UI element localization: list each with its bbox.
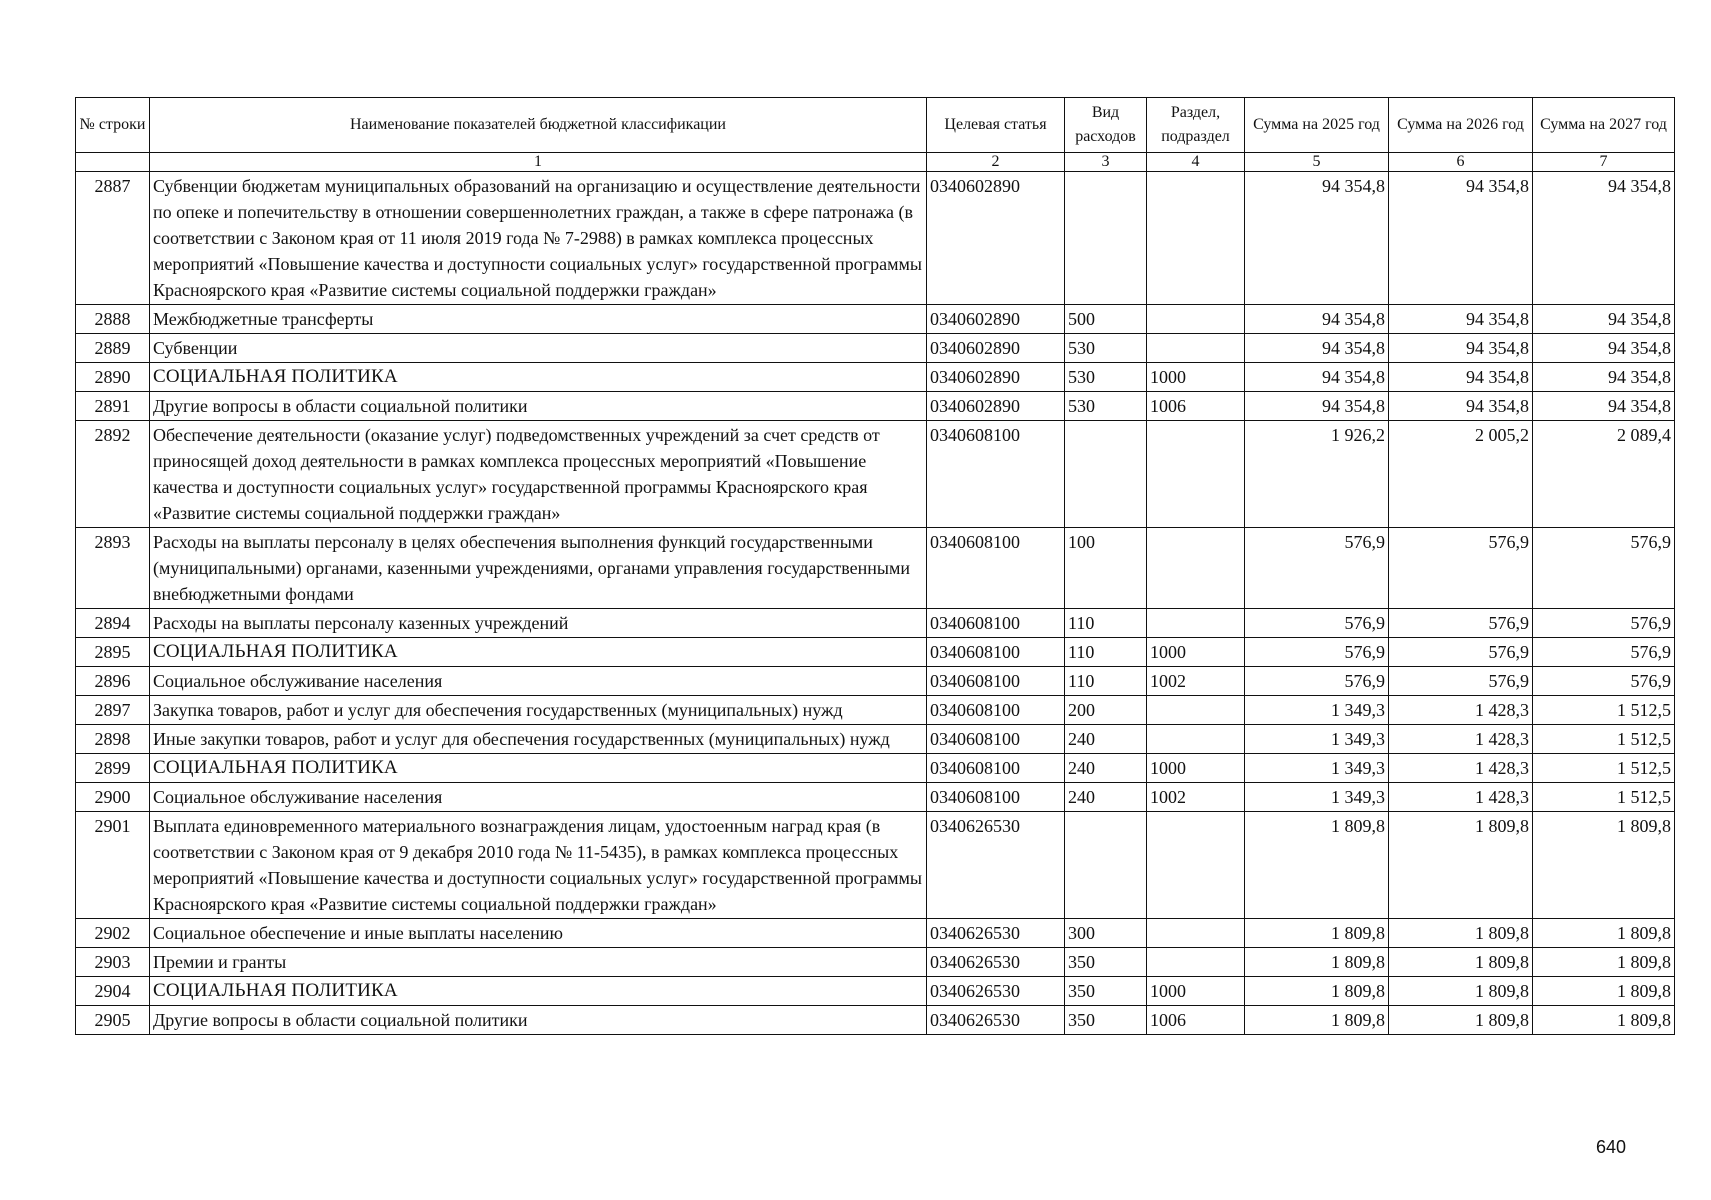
header-sum-2026: Сумма на 2026 год bbox=[1389, 98, 1533, 153]
table-row bbox=[76, 812, 1675, 919]
column-number: 6 bbox=[1389, 153, 1533, 172]
expense-kind-cell: 300 bbox=[1065, 919, 1147, 948]
sum-2026-cell: 94 354,8 bbox=[1389, 172, 1533, 305]
table-row bbox=[76, 421, 1675, 528]
sum-2025-cell: 1 926,2 bbox=[1245, 421, 1389, 528]
table-row bbox=[76, 334, 1675, 363]
row-number-cell: 2896 bbox=[76, 667, 150, 696]
table-row bbox=[76, 305, 1675, 334]
table-row bbox=[76, 392, 1675, 421]
name-cell: Субвенции бюджетам муниципальных образований на организацию и осуществление деятельности по опеке и попечительству в отношении совершеннолетних граждан, а также в сфере патронажа (в соответствии с Законом края от 11 июля 2019 года № 7-2988) в рамках комплекса процессных мероприятий «Повышение качества и доступности социальных услуг» государственной программы Красноярского края «Развитие системы социальной поддержки граждан» bbox=[150, 172, 927, 305]
table-row bbox=[76, 919, 1675, 948]
header-name: Наименование показателей бюджетной классификации bbox=[150, 98, 927, 153]
section-cell: 1002 bbox=[1147, 783, 1245, 812]
section-cell bbox=[1147, 305, 1245, 334]
row-number-cell: 2902 bbox=[76, 919, 150, 948]
row-number-cell: 2901 bbox=[76, 812, 150, 919]
name-cell: Субвенции bbox=[150, 334, 927, 363]
sum-2025-cell: 1 809,8 bbox=[1245, 812, 1389, 919]
name-cell: Обеспечение деятельности (оказание услуг) подведомственных учреждений за счет средств от приносящей доход деятельности в рамках комплекса процессных мероприятий «Повышение качества и доступности социальных услуг» государственной программы Красноярского края «Развитие системы социальной поддержки граждан» bbox=[150, 421, 927, 528]
sum-2026-cell: 1 809,8 bbox=[1389, 1006, 1533, 1035]
row-number-cell: 2899 bbox=[76, 754, 150, 783]
name-cell: СОЦИАЛЬНАЯ ПОЛИТИКА bbox=[150, 363, 927, 392]
sum-2025-cell: 1 809,8 bbox=[1245, 948, 1389, 977]
sum-2025-cell: 1 349,3 bbox=[1245, 783, 1389, 812]
expense-kind-cell: 110 bbox=[1065, 638, 1147, 667]
target-article-cell: 0340608100 bbox=[927, 421, 1065, 528]
section-cell: 1006 bbox=[1147, 1006, 1245, 1035]
name-cell: Закупка товаров, работ и услуг для обеспечения государственных (муниципальных) нужд bbox=[150, 696, 927, 725]
target-article-cell: 0340602890 bbox=[927, 334, 1065, 363]
sum-2027-cell: 1 809,8 bbox=[1533, 1006, 1675, 1035]
header-section: Раздел, подраздел bbox=[1147, 98, 1245, 153]
sum-2026-cell: 1 428,3 bbox=[1389, 725, 1533, 754]
sum-2026-cell: 576,9 bbox=[1389, 528, 1533, 609]
sum-2027-cell: 1 512,5 bbox=[1533, 725, 1675, 754]
section-cell bbox=[1147, 725, 1245, 754]
header-expense-kind: Вид расходов bbox=[1065, 98, 1147, 153]
sum-2025-cell: 94 354,8 bbox=[1245, 305, 1389, 334]
expense-kind-cell: 110 bbox=[1065, 609, 1147, 638]
section-cell bbox=[1147, 172, 1245, 305]
sum-2026-cell: 1 809,8 bbox=[1389, 812, 1533, 919]
sum-2027-cell: 576,9 bbox=[1533, 667, 1675, 696]
row-number-cell: 2897 bbox=[76, 696, 150, 725]
expense-kind-cell: 530 bbox=[1065, 363, 1147, 392]
name-cell: СОЦИАЛЬНАЯ ПОЛИТИКА bbox=[150, 638, 927, 667]
sum-2027-cell: 94 354,8 bbox=[1533, 305, 1675, 334]
sum-2026-cell: 1 428,3 bbox=[1389, 754, 1533, 783]
sum-2025-cell: 576,9 bbox=[1245, 609, 1389, 638]
sum-2027-cell: 94 354,8 bbox=[1533, 392, 1675, 421]
sum-2027-cell: 94 354,8 bbox=[1533, 334, 1675, 363]
sum-2025-cell: 1 809,8 bbox=[1245, 977, 1389, 1006]
column-number: 5 bbox=[1245, 153, 1389, 172]
table-row bbox=[76, 696, 1675, 725]
sum-2026-cell: 1 428,3 bbox=[1389, 783, 1533, 812]
expense-kind-cell bbox=[1065, 172, 1147, 305]
section-cell: 1002 bbox=[1147, 667, 1245, 696]
section-cell bbox=[1147, 948, 1245, 977]
table-row bbox=[76, 638, 1675, 667]
name-cell: Выплата единовременного материального вознаграждения лицам, удостоенным наград края (в соответствии с Законом края от 9 декабря 2010 года № 11-5435), в рамках комплекса процессных мероприятий «Повышение качества и доступности социальных услуг» государственной программы Красноярского края «Развитие системы социальной поддержки граждан» bbox=[150, 812, 927, 919]
sum-2025-cell: 1 349,3 bbox=[1245, 725, 1389, 754]
row-number-cell: 2900 bbox=[76, 783, 150, 812]
expense-kind-cell: 350 bbox=[1065, 948, 1147, 977]
table-row bbox=[76, 667, 1675, 696]
row-number-cell: 2904 bbox=[76, 977, 150, 1006]
header-sum-2027: Сумма на 2027 год bbox=[1533, 98, 1675, 153]
sum-2025-cell: 576,9 bbox=[1245, 638, 1389, 667]
sum-2025-cell: 94 354,8 bbox=[1245, 334, 1389, 363]
column-number: 3 bbox=[1065, 153, 1147, 172]
row-number-cell: 2889 bbox=[76, 334, 150, 363]
table-row bbox=[76, 754, 1675, 783]
name-cell: Социальное обеспечение и иные выплаты населению bbox=[150, 919, 927, 948]
table-row bbox=[76, 609, 1675, 638]
header-row-number: № строки bbox=[76, 98, 150, 153]
target-article-cell: 0340608100 bbox=[927, 528, 1065, 609]
target-article-cell: 0340626530 bbox=[927, 919, 1065, 948]
row-number-cell: 2893 bbox=[76, 528, 150, 609]
expense-kind-cell: 240 bbox=[1065, 783, 1147, 812]
column-number: 2 bbox=[927, 153, 1065, 172]
table-row bbox=[76, 172, 1675, 305]
row-number-cell: 2895 bbox=[76, 638, 150, 667]
sum-2025-cell: 1 809,8 bbox=[1245, 919, 1389, 948]
target-article-cell: 0340608100 bbox=[927, 667, 1065, 696]
target-article-cell: 0340608100 bbox=[927, 609, 1065, 638]
sum-2025-cell: 576,9 bbox=[1245, 528, 1389, 609]
sum-2027-cell: 1 809,8 bbox=[1533, 812, 1675, 919]
sum-2026-cell: 1 809,8 bbox=[1389, 948, 1533, 977]
sum-2025-cell: 576,9 bbox=[1245, 667, 1389, 696]
name-cell: Расходы на выплаты персоналу казенных учреждений bbox=[150, 609, 927, 638]
section-cell: 1000 bbox=[1147, 363, 1245, 392]
expense-kind-cell: 240 bbox=[1065, 725, 1147, 754]
table-row bbox=[76, 363, 1675, 392]
column-number bbox=[76, 153, 150, 172]
target-article-cell: 0340626530 bbox=[927, 948, 1065, 977]
sum-2025-cell: 1 349,3 bbox=[1245, 696, 1389, 725]
sum-2026-cell: 94 354,8 bbox=[1389, 334, 1533, 363]
table-header-row bbox=[76, 98, 1675, 153]
page-number: 640 bbox=[1596, 1137, 1627, 1157]
table-row bbox=[76, 725, 1675, 754]
target-article-cell: 0340626530 bbox=[927, 812, 1065, 919]
expense-kind-cell: 530 bbox=[1065, 334, 1147, 363]
expense-kind-cell: 200 bbox=[1065, 696, 1147, 725]
target-article-cell: 0340602890 bbox=[927, 172, 1065, 305]
sum-2026-cell: 1 428,3 bbox=[1389, 696, 1533, 725]
name-cell: Социальное обслуживание населения bbox=[150, 783, 927, 812]
expense-kind-cell bbox=[1065, 812, 1147, 919]
name-cell: Иные закупки товаров, работ и услуг для обеспечения государственных (муниципальных) нужд bbox=[150, 725, 927, 754]
row-number-cell: 2891 bbox=[76, 392, 150, 421]
name-cell: Премии и гранты bbox=[150, 948, 927, 977]
target-article-cell: 0340608100 bbox=[927, 696, 1065, 725]
name-cell: Социальное обслуживание населения bbox=[150, 667, 927, 696]
sum-2027-cell: 576,9 bbox=[1533, 528, 1675, 609]
column-number-row bbox=[76, 153, 1675, 172]
sum-2026-cell: 576,9 bbox=[1389, 667, 1533, 696]
name-cell: Другие вопросы в области социальной политики bbox=[150, 1006, 927, 1035]
target-article-cell: 0340608100 bbox=[927, 783, 1065, 812]
expense-kind-cell: 350 bbox=[1065, 977, 1147, 1006]
sum-2026-cell: 576,9 bbox=[1389, 638, 1533, 667]
sum-2025-cell: 94 354,8 bbox=[1245, 172, 1389, 305]
sum-2027-cell: 1 512,5 bbox=[1533, 783, 1675, 812]
target-article-cell: 0340608100 bbox=[927, 754, 1065, 783]
section-cell bbox=[1147, 334, 1245, 363]
row-number-cell: 2903 bbox=[76, 948, 150, 977]
sum-2027-cell: 94 354,8 bbox=[1533, 363, 1675, 392]
name-cell: Расходы на выплаты персоналу в целях обеспечения выполнения функций государственными (муниципальными) органами, казенными учреждениями, органами управления государственными внебюджетными фондами bbox=[150, 528, 927, 609]
sum-2025-cell: 1 349,3 bbox=[1245, 754, 1389, 783]
expense-kind-cell: 530 bbox=[1065, 392, 1147, 421]
sum-2026-cell: 94 354,8 bbox=[1389, 305, 1533, 334]
target-article-cell: 0340602890 bbox=[927, 305, 1065, 334]
name-cell: Другие вопросы в области социальной политики bbox=[150, 392, 927, 421]
name-cell: СОЦИАЛЬНАЯ ПОЛИТИКА bbox=[150, 754, 927, 783]
table-row bbox=[76, 948, 1675, 977]
section-cell: 1000 bbox=[1147, 754, 1245, 783]
target-article-cell: 0340602890 bbox=[927, 363, 1065, 392]
expense-kind-cell: 100 bbox=[1065, 528, 1147, 609]
section-cell bbox=[1147, 812, 1245, 919]
header-target-article: Целевая статья bbox=[927, 98, 1065, 153]
table-row bbox=[76, 528, 1675, 609]
expense-kind-cell: 350 bbox=[1065, 1006, 1147, 1035]
row-number-cell: 2892 bbox=[76, 421, 150, 528]
sum-2027-cell: 576,9 bbox=[1533, 638, 1675, 667]
section-cell bbox=[1147, 609, 1245, 638]
section-cell: 1000 bbox=[1147, 977, 1245, 1006]
sum-2027-cell: 1 809,8 bbox=[1533, 919, 1675, 948]
sum-2025-cell: 1 809,8 bbox=[1245, 1006, 1389, 1035]
target-article-cell: 0340608100 bbox=[927, 725, 1065, 754]
target-article-cell: 0340626530 bbox=[927, 1006, 1065, 1035]
sum-2027-cell: 1 809,8 bbox=[1533, 977, 1675, 1006]
name-cell: СОЦИАЛЬНАЯ ПОЛИТИКА bbox=[150, 977, 927, 1006]
column-number: 1 bbox=[150, 153, 927, 172]
section-cell: 1006 bbox=[1147, 392, 1245, 421]
target-article-cell: 0340602890 bbox=[927, 392, 1065, 421]
expense-kind-cell bbox=[1065, 421, 1147, 528]
section-cell bbox=[1147, 421, 1245, 528]
column-number: 7 bbox=[1533, 153, 1675, 172]
table-row bbox=[76, 1006, 1675, 1035]
sum-2027-cell: 1 512,5 bbox=[1533, 754, 1675, 783]
sum-2025-cell: 94 354,8 bbox=[1245, 392, 1389, 421]
row-number-cell: 2898 bbox=[76, 725, 150, 754]
section-cell bbox=[1147, 919, 1245, 948]
sum-2026-cell: 94 354,8 bbox=[1389, 392, 1533, 421]
row-number-cell: 2894 bbox=[76, 609, 150, 638]
sum-2026-cell: 2 005,2 bbox=[1389, 421, 1533, 528]
target-article-cell: 0340608100 bbox=[927, 638, 1065, 667]
expense-kind-cell: 240 bbox=[1065, 754, 1147, 783]
row-number-cell: 2890 bbox=[76, 363, 150, 392]
header-sum-2025: Сумма на 2025 год bbox=[1245, 98, 1389, 153]
section-cell: 1000 bbox=[1147, 638, 1245, 667]
sum-2026-cell: 576,9 bbox=[1389, 609, 1533, 638]
sum-2025-cell: 94 354,8 bbox=[1245, 363, 1389, 392]
section-cell bbox=[1147, 528, 1245, 609]
table-row bbox=[76, 783, 1675, 812]
target-article-cell: 0340626530 bbox=[927, 977, 1065, 1006]
sum-2026-cell: 1 809,8 bbox=[1389, 977, 1533, 1006]
sum-2027-cell: 1 809,8 bbox=[1533, 948, 1675, 977]
sum-2026-cell: 94 354,8 bbox=[1389, 363, 1533, 392]
sum-2027-cell: 1 512,5 bbox=[1533, 696, 1675, 725]
expense-kind-cell: 500 bbox=[1065, 305, 1147, 334]
sum-2026-cell: 1 809,8 bbox=[1389, 919, 1533, 948]
expense-kind-cell: 110 bbox=[1065, 667, 1147, 696]
row-number-cell: 2888 bbox=[76, 305, 150, 334]
sum-2027-cell: 576,9 bbox=[1533, 609, 1675, 638]
sum-2027-cell: 94 354,8 bbox=[1533, 172, 1675, 305]
sum-2027-cell: 2 089,4 bbox=[1533, 421, 1675, 528]
budget-table bbox=[75, 97, 1675, 1035]
section-cell bbox=[1147, 696, 1245, 725]
row-number-cell: 2905 bbox=[76, 1006, 150, 1035]
table-row bbox=[76, 977, 1675, 1006]
name-cell: Межбюджетные трансферты bbox=[150, 305, 927, 334]
column-number: 4 bbox=[1147, 153, 1245, 172]
row-number-cell: 2887 bbox=[76, 172, 150, 305]
